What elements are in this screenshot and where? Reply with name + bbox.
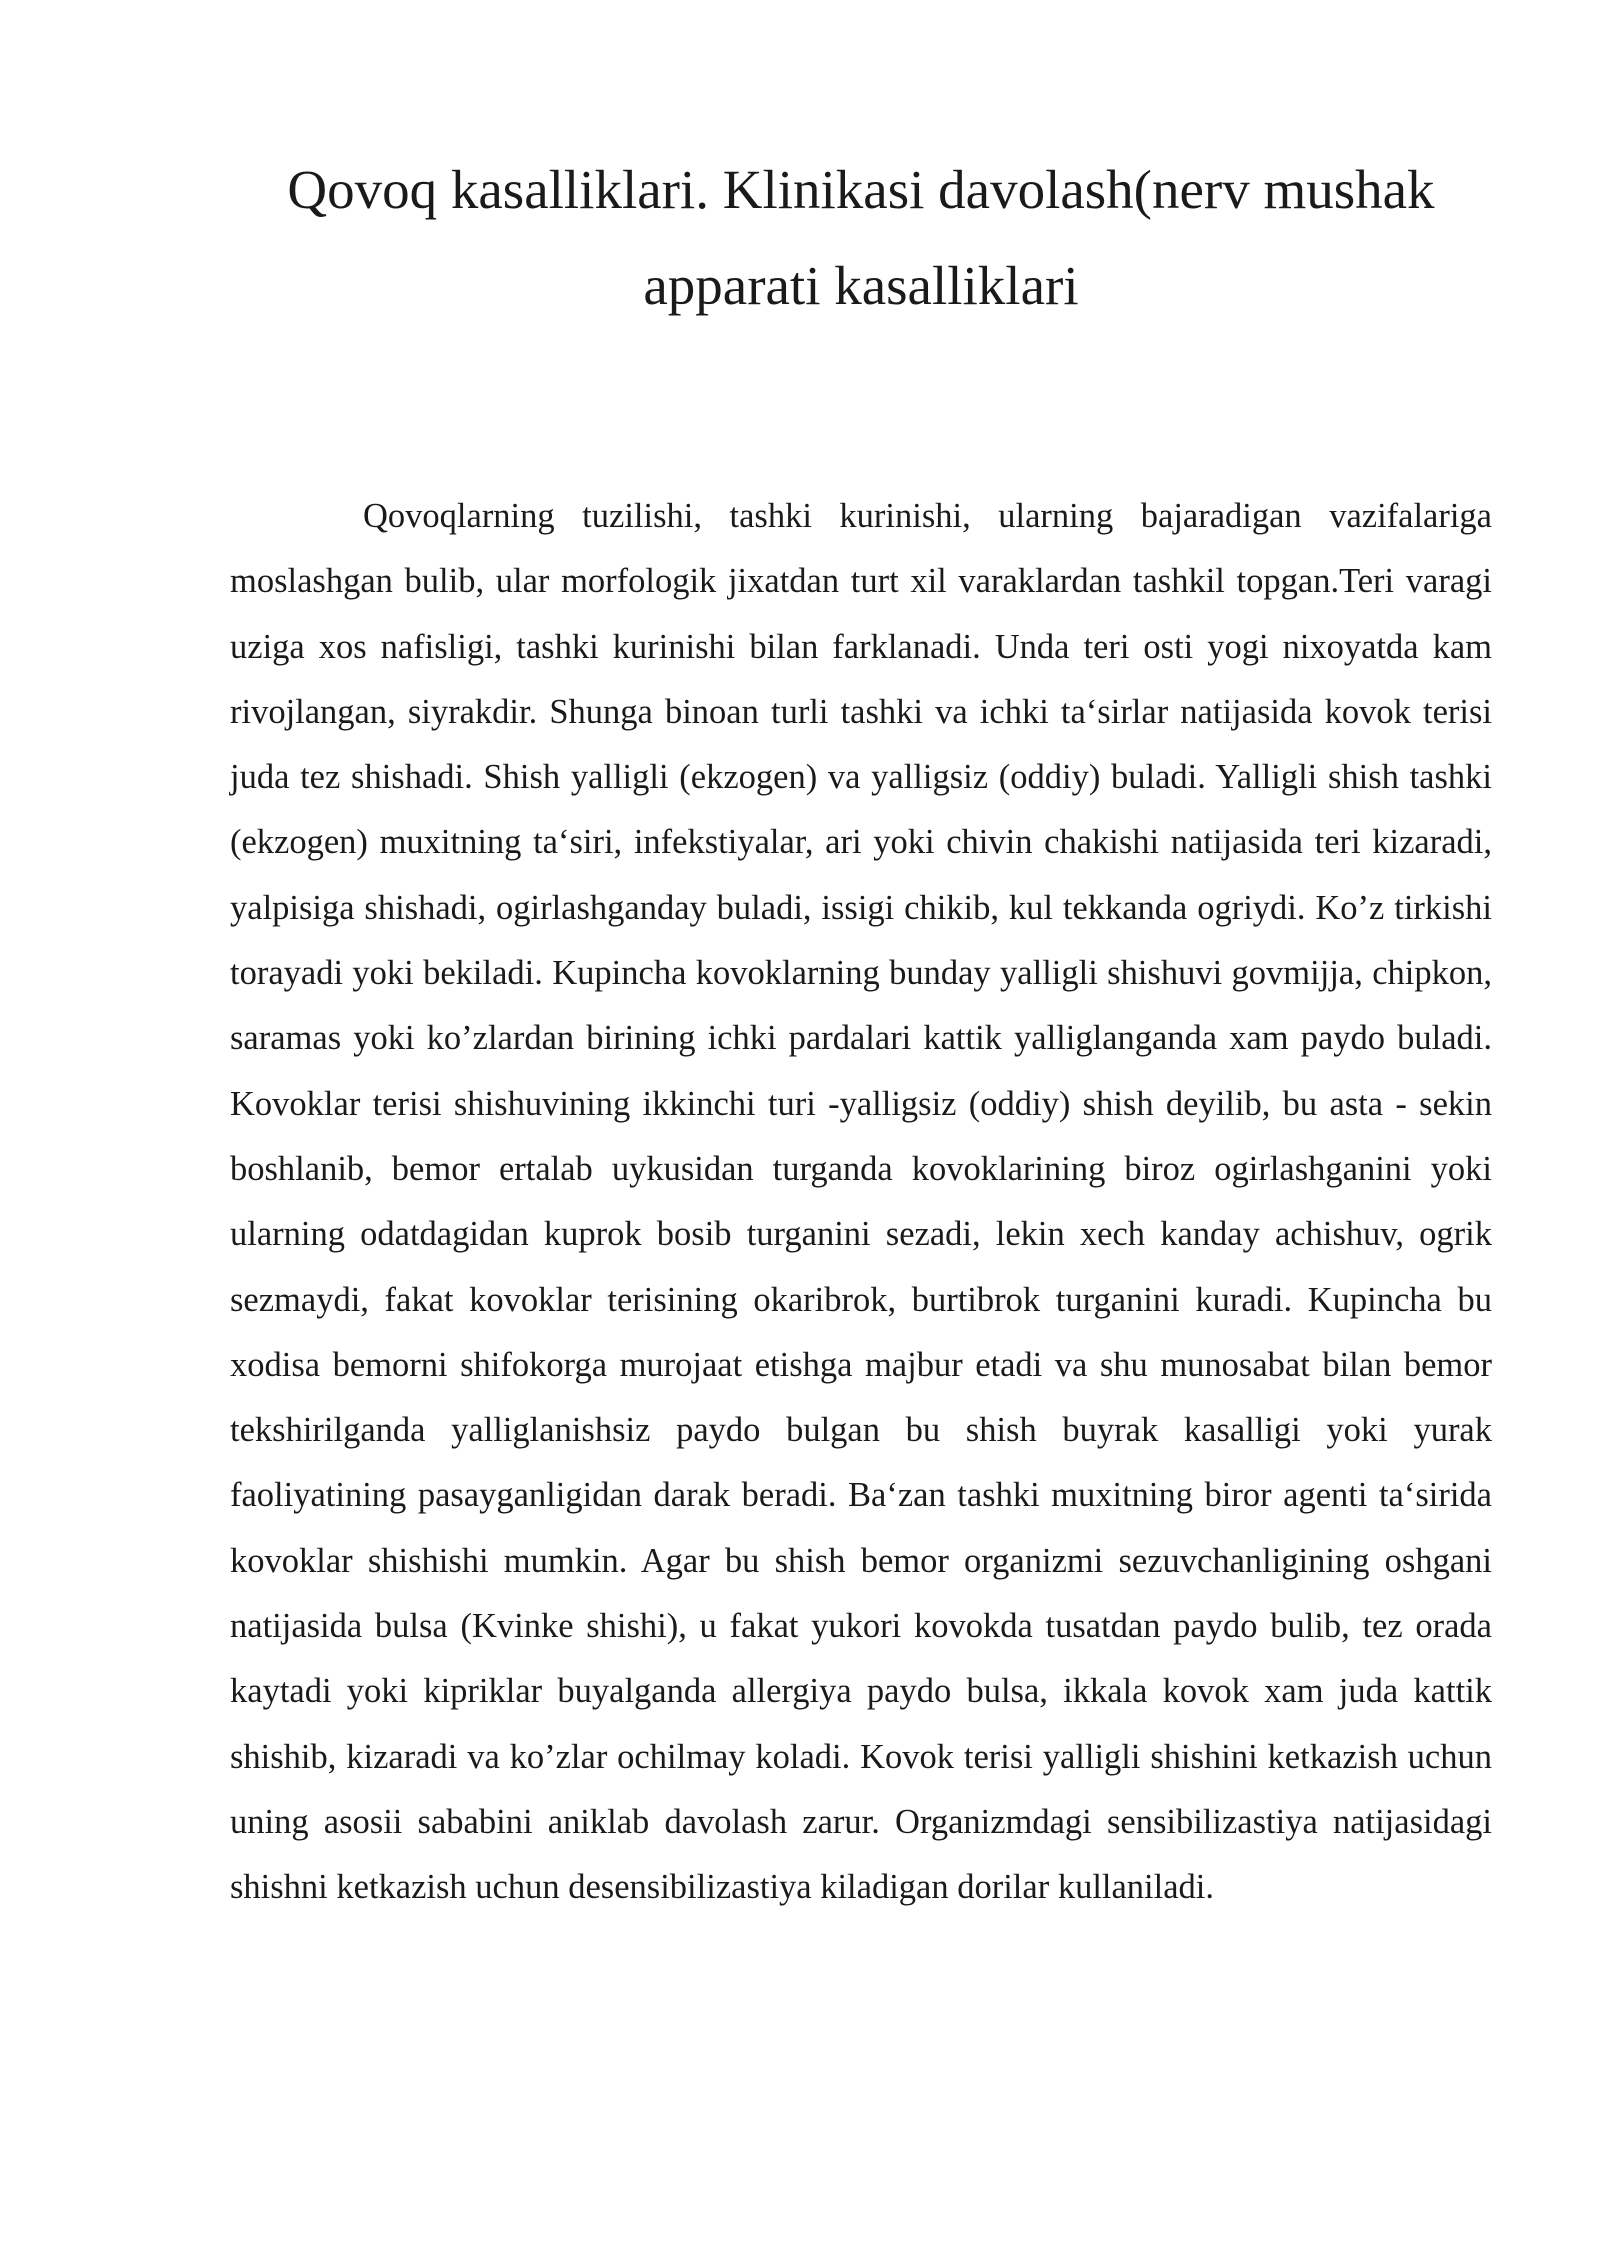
document-title: Qovoq kasalliklari. Klinikasi davolash(nerv mushak apparati kasalliklari bbox=[287, 159, 1435, 316]
body-paragraph: Qovoqlarning tuzilishi, tashki kurinishi, ularning bajaradigan vazifalariga moslashgan bulib, ular morfologik jixatdan turt xil varaklardan tashkil topgan.Teri varagi uziga xos nafisligi, tashki kurinishi bilan farklanadi. Unda teri osti yogi nixoyatda kam rivojlangan, siyrakdir. Shunga binoan turli tashki va ichki ta‘sirlar natijasida kovok terisi juda tez shishadi. Shish yalligli (ekzogen) va yalligsiz (oddiy) buladi. Yalligli shish tashki (ekzogen) muxitning ta‘siri, infekstiyalar, ari yoki chivin chakishi natijasida teri kizaradi, yalpisiga shishadi, ogirlashganday buladi, issigi chikib, kul tekkanda ogriydi. Ko’z tirkishi torayadi yoki bekiladi. Kupincha kovoklarning bunday yalligli shishuvi govmijja, chipkon, saramas yoki ko’zlardan birining ichki pardalari kattik yalliglanganda xam paydo buladi. Kovoklar terisi shishuvining ikkinchi turi -yalligsiz (oddiy) shish deyilib, bu asta - sekin boshlanib, bemor ertalab uykusidan turganda kovoklarining biroz ogirlashganini yoki ularning odatdagidan kuprok bosib turganini sezadi, lekin xech kanday achishuv, ogrik sezmaydi, fakat kovoklar terisining okaribrok, burtibrok turganini kuradi. Kupincha bu xodisa bemorni shifokorga murojaat etishga majbur etadi va shu munosabat bilan bemor tekshirilganda yalliglanishsiz paydo bulgan bu shish buyrak kasalligi yoki yurak faoliyatining pasayganligidan darak beradi. Ba‘zan tashki muxitning biror agenti ta‘sirida kovoklar shishishi mumkin. Agar bu shish bemor organizmi sezuvchanligining oshgani natijasida bulsa (Kvinke shishi), u fakat yukori kovokda tusatdan paydo bulib, tez orada kaytadi yoki kipriklar buyalganda allergiya paydo bulsa, ikkala kovok xam juda kattik shishib, kizaradi va ko’zlar ochilmay koladi. Kovok terisi yalligli shishini ketkazish uchun uning asosii sababini aniklab davolash zarur. Organizmdagi sensibilizastiya natijasidagi shishni ketkazish uchun desensibilizastiya kiladigan dorilar kullaniladi. bbox=[230, 497, 1492, 1907]
